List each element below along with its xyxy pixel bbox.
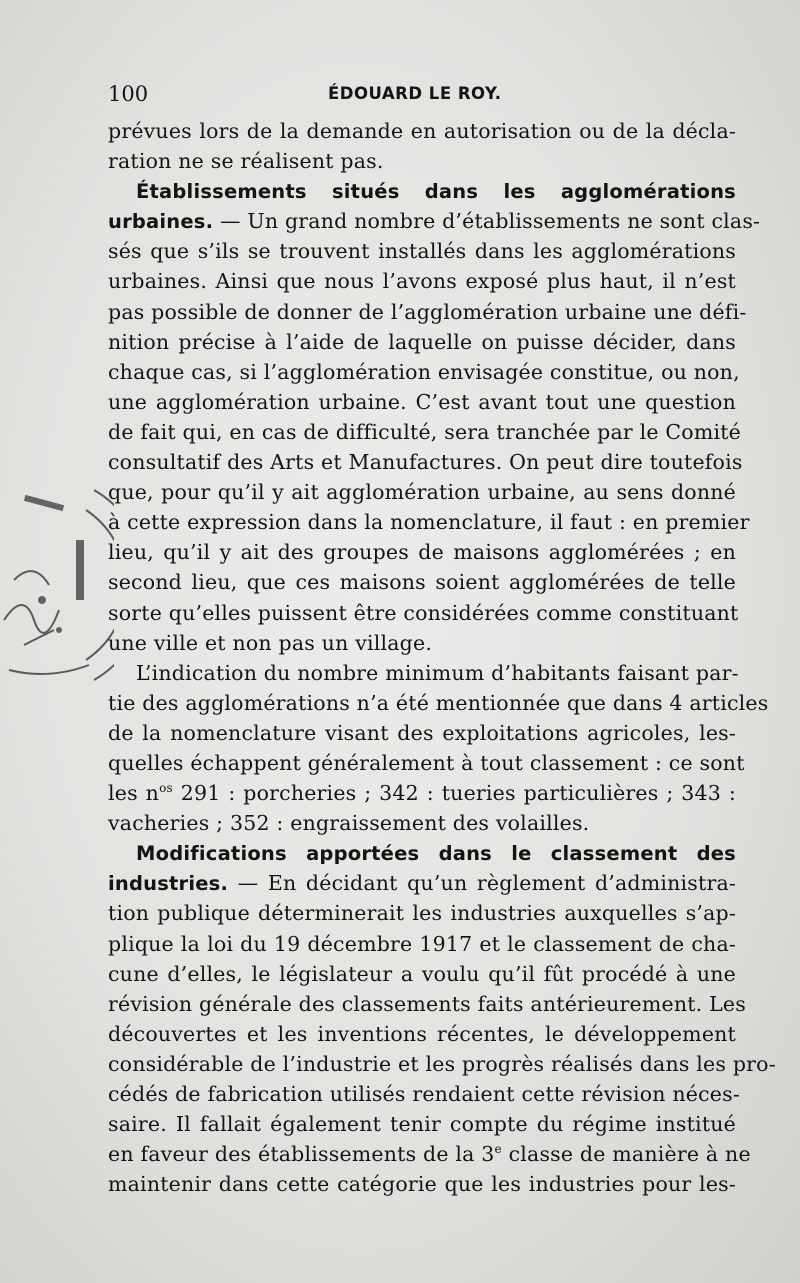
text-line: sés que s’ils se trouvent installés dans les agglomérations <box>108 239 736 264</box>
text-line: quelles échappent généralement à tout classement : ce sont <box>108 750 745 775</box>
text-line: cune d’elles, le législateur a voulu qu’il fût procédé à une <box>108 961 736 986</box>
text-fragment: les n <box>108 781 160 806</box>
section-heading-line <box>108 176 736 206</box>
body-text <box>108 116 776 1199</box>
text-line: de fait qui, en cas de difficulté, sera tranchée par le Comité <box>108 419 741 444</box>
text-line: révision générale des classements faits antérieurement. Les <box>108 991 746 1016</box>
section-heading: Établissements situés dans les agglomérations <box>136 180 736 204</box>
text-line: saire. Il fallait également tenir compte du régime institué <box>108 1112 736 1137</box>
superscript: e <box>494 1142 502 1157</box>
text-fragment: 291 : porcheries ; 342 : tueries particulières ; 343 : <box>180 781 736 806</box>
text-line: consultatif des Arts et Manufactures. On peut dire toutefois <box>108 450 743 475</box>
text-line: à cette expression dans la nomenclature, il faut : en premier <box>108 510 750 535</box>
section-heading: industries. <box>108 872 229 896</box>
library-stamp-icon <box>0 470 114 700</box>
text-line: L’indication du nombre minimum d’habitants faisant par- <box>136 660 739 685</box>
text-line: ration ne se réalisent pas. <box>108 149 384 174</box>
text-line: vacheries ; 352 : engraissement des volailles. <box>108 811 590 836</box>
text-line <box>108 778 736 808</box>
text-line <box>108 868 736 898</box>
text-line: second lieu, que ces maisons soient agglomérées de telle <box>108 570 736 595</box>
text-line: tie des agglomérations n’a été mentionnée que dans 4 articles <box>108 690 769 715</box>
superscript: os <box>159 781 173 796</box>
section-heading: urbaines. <box>108 210 214 234</box>
text-line: maintenir dans cette catégorie que les industries pour les- <box>108 1172 736 1197</box>
text-line: que, pour qu’il y ait agglomération urbaine, au sens donné <box>108 480 736 505</box>
text-line: une agglomération urbaine. C’est avant tout une question <box>108 389 736 414</box>
text-fragment: en faveur des établissements de la 3 <box>108 1142 495 1167</box>
text-line <box>108 206 761 236</box>
page-number: 100 <box>108 82 149 106</box>
text-line: découvertes et les inventions récentes, le développement <box>108 1021 736 1046</box>
text-fragment: Un grand nombre d’établissements ne sont clas- <box>247 209 761 234</box>
text-line: prévues lors de la demande en autorisation ou de la décla- <box>108 119 736 143</box>
text-line: nition précise à l’aide de laquelle on puisse décider, dans <box>108 329 736 354</box>
text-line <box>108 1139 751 1169</box>
text-line: chaque cas, si l’agglomération envisagée constitue, ou non, <box>108 359 740 384</box>
text-line: urbaines. Ainsi que nous l’avons exposé plus haut, il n’est <box>108 269 736 294</box>
text-line: sorte qu’elles puissent être considérées comme constituant <box>108 600 739 625</box>
running-head: ÉDOUARD LE ROY. <box>328 84 502 103</box>
text-line: de la nomenclature visant des exploitations agricoles, les- <box>108 720 736 745</box>
section-heading: Modifications apportées dans le classement des <box>136 842 736 866</box>
section-heading-line <box>108 838 736 868</box>
text-line: une ville et non pas un village. <box>108 630 433 655</box>
text-line: cédés de fabrication utilisés rendaient cette révision néces- <box>108 1082 740 1106</box>
text-line: considérable de l’industrie et les progrès réalisés dans les pro- <box>108 1051 776 1076</box>
text-fragment: En décidant qu’un règlement d’administra- <box>267 871 736 896</box>
text-line: pas possible de donner de l’agglomération urbaine une défi- <box>108 299 747 324</box>
page-header <box>108 82 528 112</box>
text-fragment: classe de manière à ne <box>508 1142 751 1167</box>
heading-dash: — <box>228 871 268 896</box>
text-line: lieu, qu’il y ait des groupes de maisons agglomérées ; en <box>108 540 736 565</box>
text-line: plique la loi du 19 décembre 1917 et le classement de cha- <box>108 931 736 956</box>
heading-dash: — <box>213 209 248 234</box>
text-line: tion publique déterminerait les industries auxquelles s’ap- <box>108 901 736 926</box>
